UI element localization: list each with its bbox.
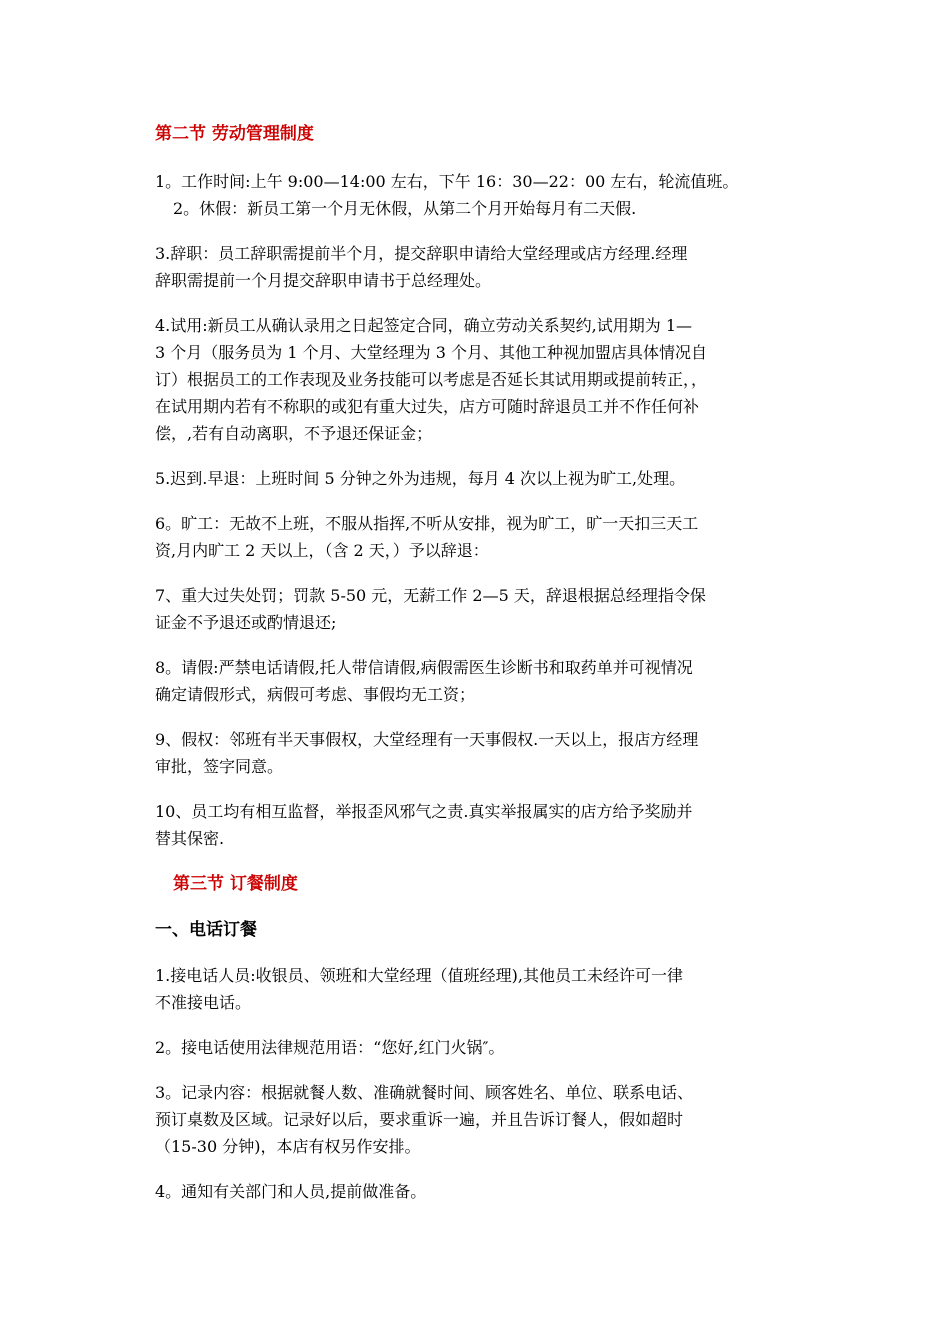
section-2-title: 第二节 劳动管理制度 <box>155 124 314 144</box>
order-item-3-line-2: 预订桌数及区域。记录好以后，要求重诉一遍，并且告诉订餐人，假如超时 <box>155 1110 684 1129</box>
item-9-line-2: 审批，签字同意。 <box>155 757 284 776</box>
item-10 <box>155 798 815 852</box>
order-item-4 <box>155 1178 815 1205</box>
item-2 <box>155 195 815 222</box>
item-4-line-5: 偿，,若有自动离职，不予退还保证金； <box>155 424 433 443</box>
order-item-1-line-2: 不准接电话。 <box>155 993 252 1012</box>
item-10-line-2: 替其保密. <box>155 829 225 848</box>
item-10-line-1: 10、员工均有相互监督，举报歪风邪气之责.真实举报属实的店方给予奖励并 <box>155 802 693 821</box>
item-4-line-1: 4.试用:新员工从确认录用之日起签定合同，确立劳动关系契约,试用期为 1— <box>155 316 693 335</box>
item-4-line-3: 订）根据员工的工作表现及业务技能可以考虑是否延长其试用期或提前转正，， <box>155 370 708 389</box>
item-3-line-1: 3.辞职：员工辞职需提前半个月，提交辞职申请给大堂经理或店方经理.经理 <box>155 244 688 263</box>
item-4-line-4: 在试用期内若有不称职的或犯有重大过失，店方可随时辞退员工并不作任何补 <box>155 397 700 416</box>
item-6-line-1: 6。旷工：无故不上班，不服从指挥,不听从安排，视为旷工，旷一天扣三天工 <box>155 514 699 533</box>
section-2-body <box>155 168 815 852</box>
order-item-3-line-1: 3。记录内容：根据就餐人数、准确就餐时间、顾客姓名、单位、联系电话、 <box>155 1083 694 1102</box>
order-item-4-line-1: 4。通知有关部门和人员,提前做准备。 <box>155 1182 427 1201</box>
item-8-line-2: 确定请假形式，病假可考虑、事假均无工资； <box>155 685 476 704</box>
section-3-subtitle: 一、电话订餐 <box>155 920 257 940</box>
item-7 <box>155 582 815 636</box>
item-3-line-2: 辞职需提前一个月提交辞职申请书于总经理处。 <box>155 271 492 290</box>
item-1-line-1: 1。工作时间:上午 9:00—14:00 左右，下午 16：30—22：00 左右，轮流值班。 <box>155 172 739 191</box>
item-7-line-1: 7、重大过失处罚；罚款 5-50 元，无薪工作 2—5 天，辞退根据总经理指令保 <box>155 586 706 605</box>
item-7-line-2: 证金不予退还或酌情退还; <box>155 613 337 632</box>
item-4 <box>155 312 815 447</box>
item-8 <box>155 654 815 708</box>
item-5-line-1: 5.迟到.早退：上班时间 5 分钟之外为违规，每月 4 次以上视为旷工,处理。 <box>155 469 686 488</box>
item-1 <box>155 168 815 195</box>
item-6-line-2: 资,月内旷工 2 天以上，（含 2 天，）予以辞退： <box>155 541 489 560</box>
order-item-2-line-1: 2。接电话使用法律规范用语：“您好,红门火锅″。 <box>155 1038 505 1057</box>
item-6 <box>155 510 815 564</box>
order-item-3-line-3: （15-30 分钟)，本店有权另作安排。 <box>155 1137 421 1156</box>
item-9 <box>155 726 815 780</box>
item-3 <box>155 240 815 294</box>
order-item-2 <box>155 1034 815 1061</box>
order-item-3 <box>155 1079 815 1160</box>
section-3-body <box>155 962 815 1205</box>
item-8-line-1: 8。请假:严禁电话请假,托人带信请假,病假需医生诊断书和取药单并可视情况 <box>155 658 693 677</box>
order-item-1 <box>155 962 815 1016</box>
order-item-1-line-1: 1.接电话人员:收银员、领班和大堂经理（值班经理),其他员工未经许可一律 <box>155 966 683 985</box>
item-2-line-1: 2。休假：新员工第一个月无休假，从第二个月开始每月有二天假. <box>173 199 637 218</box>
section-3-title: 第三节 订餐制度 <box>173 874 298 894</box>
item-9-line-1: 9、假权：邻班有半天事假权，大堂经理有一天事假权.一天以上，报店方经理 <box>155 730 699 749</box>
item-5 <box>155 465 815 492</box>
item-4-line-2: 3 个月（服务员为 1 个月、大堂经理为 3 个月、其他工种视加盟店具体情况自 <box>155 343 707 362</box>
